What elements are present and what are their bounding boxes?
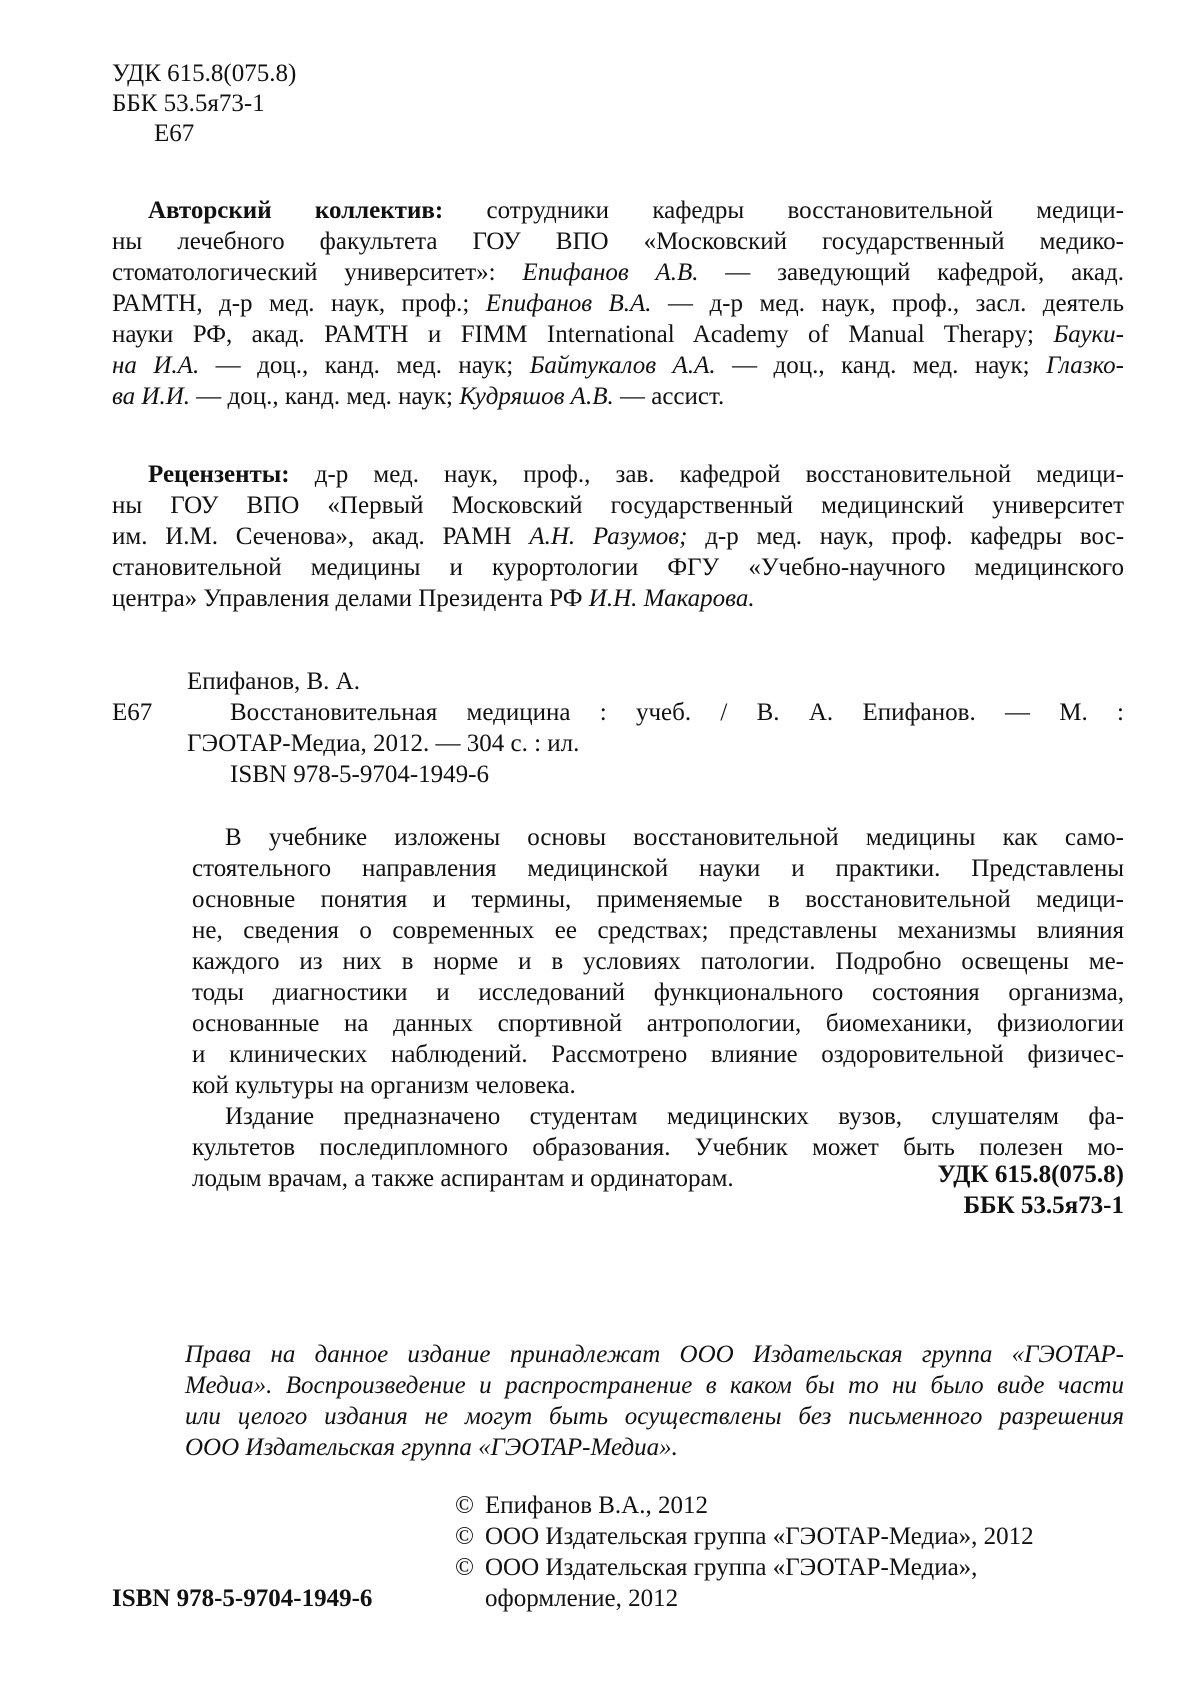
copyright-line: © Епифанов В.А., 2012 bbox=[455, 1492, 708, 1519]
bbk-code: ББК 53.5я73-1 bbox=[963, 1192, 1124, 1219]
rights-line: или целого издания не могут быть осуществлены без письменного разрешения bbox=[185, 1403, 1124, 1430]
copyright-icon: © bbox=[455, 1523, 474, 1550]
annotation-line: не, сведения о современных ее средствах; представлены механизмы влияния bbox=[192, 917, 1124, 944]
reviewers-line-2: ны ГОУ ВПО «Первый Московский государственный медицинский университет bbox=[112, 492, 1124, 519]
udk-code: УДК 615.8(075.8) bbox=[112, 60, 297, 87]
reviewer-name: А.Н. Разумов; bbox=[529, 523, 688, 550]
authors-line-4: РАМТН, д-р мед. наук, проф.; Епифанов В.А. — д-р мед. наук, проф., засл. деятель bbox=[112, 290, 1124, 317]
biblio-title: Восстановительная медицина : учеб. / В. А. Епифанов. — М. : bbox=[230, 699, 1124, 726]
annotation-line: тоды диагностики и исследований функционального состояния организма, bbox=[192, 979, 1124, 1006]
authors-line-2: ны лечебного факультета ГОУ ВПО «Московский государственный медико- bbox=[112, 228, 1124, 255]
reviewers-line-3: им. И.М. Сеченова», акад. РАМН А.Н. Разумов; д-р мед. наук, проф. кафедры вос- bbox=[112, 523, 1125, 550]
rights-line: ООО Издательская группа «ГЭОТАР-Медиа». bbox=[185, 1434, 678, 1461]
reviewer-name: И.Н. Макарова. bbox=[588, 585, 755, 612]
bbk-code: ББК 53.5я73-1 bbox=[112, 90, 265, 117]
annotation-line: стоятельного направления медицинской науки и практики. Представлены bbox=[192, 855, 1124, 882]
annotation bbox=[192, 822, 1124, 1194]
author-mark: Е67 bbox=[154, 120, 195, 147]
annotation-line: лодым врачам, а также аспирантам и ординаторам. bbox=[192, 1165, 734, 1192]
annotation-line: основные понятия и термины, применяемые в восстановительной медици- bbox=[192, 886, 1124, 913]
biblio-publisher: ГЭОТАР-Медиа, 2012. — 304 с. : ил. bbox=[187, 730, 580, 757]
authors-line-5: науки РФ, акад. РАМТН и FIMM International Academy of Manual Therapy; Бауки- bbox=[112, 321, 1124, 348]
top-classification-codes bbox=[112, 58, 296, 148]
biblio-isbn-row bbox=[112, 759, 1124, 790]
annotation-line: каждого из них в норме и в условиях патологии. Подробно освещены ме- bbox=[192, 948, 1124, 975]
bottom-classification-codes bbox=[880, 1159, 1124, 1221]
annotation-line: и клинических наблюдений. Рассмотрено влияние оздоровительной физичес- bbox=[192, 1041, 1124, 1068]
rights-line: Медиа». Воспроизведение и распространение в каком бы то ни было виде части bbox=[185, 1372, 1124, 1399]
author-name: Епифанов В.А. bbox=[485, 290, 652, 317]
reviewers-line-4: становительной медицины и курортологии ФГУ «Учебно-научного медицинского bbox=[112, 554, 1124, 581]
copyright-block bbox=[455, 1490, 1034, 1614]
authors-block bbox=[112, 195, 1124, 412]
copyright-icon: © bbox=[455, 1492, 474, 1519]
annotation-line: кой культуры на организм человека. bbox=[192, 1072, 576, 1099]
authors-line-7: ва И.И. — доц., канд. мед. наук; Кудряшов А.В. — ассист. bbox=[112, 383, 725, 410]
annotation-line: культетов последипломного образования. Учебник может быть полезен мо- bbox=[192, 1134, 1124, 1161]
udk-code: УДК 615.8(075.8) bbox=[937, 1161, 1124, 1188]
annotation-line: основанные на данных спортивной антропологии, биомеханики, физиологии bbox=[192, 1010, 1124, 1037]
copyright-icon: © bbox=[455, 1554, 474, 1581]
author-name: Байтукалов А.А. bbox=[529, 352, 716, 379]
reviewers-line-1: Рецензенты: д-р мед. наук, проф., зав. кафедрой восстановительной медици- bbox=[148, 461, 1124, 488]
biblio-publisher-row bbox=[112, 728, 1124, 759]
biblio-code: Е67 bbox=[112, 699, 153, 726]
author-name: ва И.И. bbox=[112, 383, 191, 410]
annotation-line: В учебнике изложены основы восстановительной медицины как само- bbox=[225, 824, 1124, 851]
copyright-line-continuation: оформление, 2012 bbox=[485, 1585, 679, 1612]
rights-notice bbox=[185, 1339, 1124, 1463]
author-name: Глазко- bbox=[1046, 352, 1125, 379]
authors-line-1: Авторский коллектив: сотрудники кафедры восстановительной медици- bbox=[148, 197, 1125, 224]
copyright-line: © ООО Издательская группа «ГЭОТАР-Медиа», 2012 bbox=[455, 1523, 1034, 1550]
reviewers-block bbox=[112, 459, 1124, 614]
rights-line: Права на данное издание принадлежат ООО Издательская группа «ГЭОТАР- bbox=[185, 1341, 1124, 1368]
reviewers-line-5: центра» Управления делами Президента РФ И.Н. Макарова. bbox=[112, 585, 755, 612]
biblio-title-row bbox=[112, 697, 1124, 728]
annotation-line: Издание предназначено студентам медицинских вузов, слушателям фа- bbox=[225, 1103, 1124, 1130]
biblio-isbn: ISBN 978-5-9704-1949-6 bbox=[230, 761, 490, 788]
authors-line-6: на И.А. — доц., канд. мед. наук; Байтукалов А.А. — доц., канд. мед. наук; Глазко- bbox=[112, 352, 1125, 379]
authors-line-3: стоматологический университет»: Епифанов А.В. — заведующий кафедрой, акад. bbox=[112, 259, 1125, 286]
biblio-author: Епифанов, В. А. bbox=[187, 668, 360, 695]
author-name: Бауки- bbox=[1053, 321, 1124, 348]
bibliographic-record bbox=[112, 666, 1124, 790]
author-name: Епифанов А.В. bbox=[522, 259, 699, 286]
authors-label: Авторский коллектив: bbox=[148, 197, 444, 224]
author-name: Кудряшов А.В. bbox=[459, 383, 614, 410]
biblio-author-row bbox=[112, 666, 1124, 697]
copyright-line: © ООО Издательская группа «ГЭОТАР-Медиа», bbox=[455, 1554, 978, 1581]
reviewers-label: Рецензенты: bbox=[148, 461, 290, 488]
author-name: на И.А. bbox=[112, 352, 200, 379]
isbn-bottom: ISBN 978-5-9704-1949-6 bbox=[112, 1585, 373, 1612]
